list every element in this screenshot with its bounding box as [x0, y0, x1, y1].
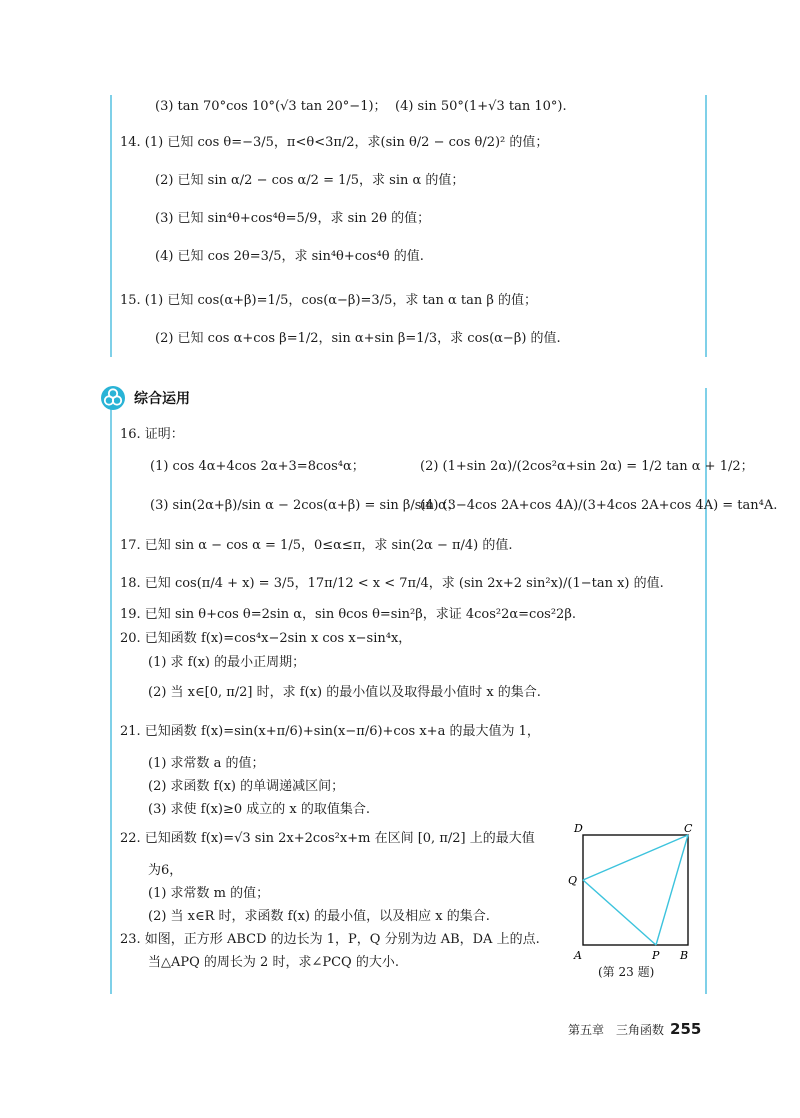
exercise-22-1: (1) 求常数 m 的值； — [148, 886, 270, 901]
section-header — [100, 385, 190, 411]
exercise-16: 16. 证明： — [120, 427, 184, 442]
label-b: B — [680, 949, 689, 962]
exercise-13-3: (3) tan 70°cos 10°(√3 tan 20°−1)； — [155, 99, 387, 114]
exercise-20: 20. 已知函数 f(x)=cos⁴x−2sin x cos x−sin⁴x， — [120, 631, 412, 646]
exercise-14-3: (3) 已知 sin⁴θ+cos⁴θ=5/9，求 sin 2θ 的值； — [155, 211, 431, 226]
exercise-15-2: (2) 已知 cos α+cos β=1/2，sin α+sin β=1/3，求 cos(α−β) 的值. — [155, 331, 561, 346]
label-c: C — [684, 822, 693, 835]
segment-qp — [583, 880, 656, 945]
segment-cp — [656, 835, 688, 945]
figure-caption: (第 23 题) — [598, 965, 655, 979]
label-p: P — [652, 949, 660, 962]
exercise-23: 23. 如图，正方形 ABCD 的边长为 1，P，Q 分别为边 AB，DA 上的点. — [120, 932, 540, 947]
exercise-14-1: 14. (1) 已知 cos θ=−3/5，π<θ<3π/2，求(sin θ/2 − cos θ/2)² 的值； — [120, 135, 549, 150]
exercise-18: 18. 已知 cos(π/4 + x) = 3/5，17π/12 < x < 7π/4，求 (sin 2x+2 sin²x)/(1−tan x) 的值. — [120, 576, 664, 591]
section-title: 综合运用 — [134, 391, 190, 407]
exercise-21-3: (3) 求使 f(x)≥0 成立的 x 的取值集合. — [148, 802, 370, 817]
page-number: 255 — [670, 1020, 702, 1038]
exercise-16-2: (2) (1+sin 2α)/(2cos²α+sin 2α) = 1/2 tan α + 1/2； — [420, 459, 754, 474]
label-q: Q — [568, 874, 578, 887]
exercise-16-3: (3) sin(2α+β)/sin α − 2cos(α+β) = sin β/sin α； — [150, 498, 460, 513]
exercise-22: 22. 已知函数 f(x)=√3 sin 2x+2cos²x+m 在区间 [0, π/2] 上的最大值 — [120, 831, 535, 846]
exercise-20-1: (1) 求 f(x) 的最小正周期； — [148, 655, 306, 670]
segment-cq — [583, 835, 688, 880]
margin-rule-left-bottom — [110, 388, 112, 994]
exercise-21-2: (2) 求函数 f(x) 的单调递减区间； — [148, 779, 345, 794]
exercise-14-4: (4) 已知 cos 2θ=3/5，求 sin⁴θ+cos⁴θ 的值. — [155, 249, 424, 264]
chapter-title: 第五章 三角函数 — [568, 1023, 665, 1037]
margin-rule-right-top — [705, 95, 707, 357]
square-figure — [568, 820, 698, 980]
exercise-13-4: (4) sin 50°(1+√3 tan 10°). — [395, 99, 567, 114]
page-footer — [568, 1020, 701, 1038]
exercise-15-1: 15. (1) 已知 cos(α+β)=1/5，cos(α−β)=3/5，求 tan α tan β 的值； — [120, 293, 537, 308]
exercise-21-1: (1) 求常数 a 的值； — [148, 756, 265, 771]
exercise-14-2: (2) 已知 sin α/2 − cos α/2 = 1/5，求 sin α 的值； — [155, 173, 465, 188]
exercise-17: 17. 已知 sin α − cos α = 1/5，0≤α≤π，求 sin(2α − π/4) 的值. — [120, 538, 513, 553]
exercise-19: 19. 已知 sin θ+cos θ=2sin α，sin θcos θ=sin²β，求证 4cos²2α=cos²2β. — [120, 607, 576, 622]
label-d: D — [574, 822, 583, 835]
exercise-21: 21. 已知函数 f(x)=sin(x+π/6)+sin(x−π/6)+cos x+a 的最大值为 1， — [120, 724, 540, 739]
exercise-22-continued: 为6， — [148, 863, 183, 878]
exercise-23-continued: 当△APQ 的周长为 2 时，求∠PCQ 的大小. — [148, 955, 399, 970]
exercise-20-2: (2) 当 x∈[0, π/2] 时，求 f(x) 的最小值以及取得最小值时 x 的集合. — [148, 685, 541, 700]
label-a: A — [574, 949, 582, 962]
trefoil-icon — [100, 385, 126, 411]
exercise-16-4: (4) (3−4cos 2A+cos 4A)/(3+4cos 2A+cos 4A) = tan⁴A. — [420, 498, 778, 513]
margin-rule-left-top — [110, 95, 112, 357]
margin-rule-right-bottom — [705, 388, 707, 994]
exercise-16-1: (1) cos 4α+4cos 2α+3=8cos⁴α； — [150, 459, 365, 474]
exercise-22-2: (2) 当 x∈R 时，求函数 f(x) 的最小值，以及相应 x 的集合. — [148, 909, 490, 924]
